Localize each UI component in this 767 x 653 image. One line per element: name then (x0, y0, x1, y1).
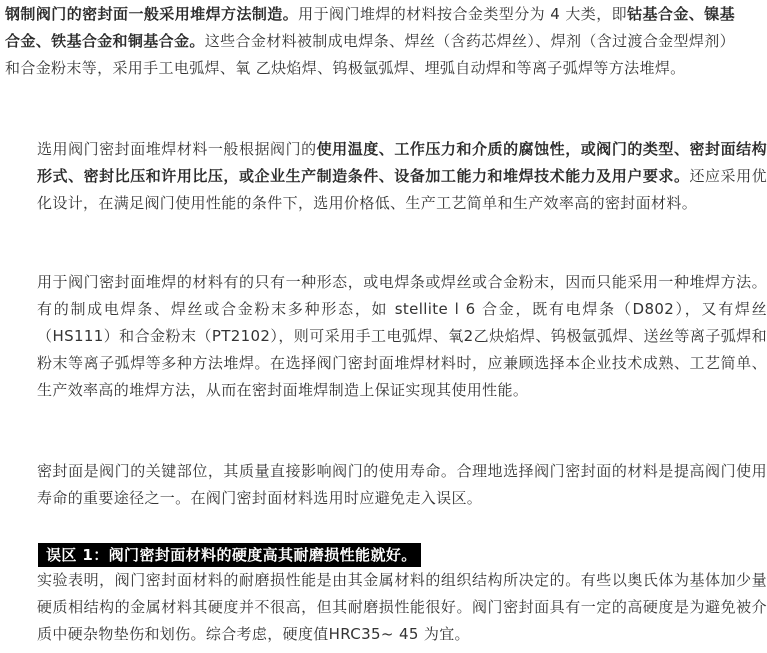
section-heading-myth-1: 误区 1：阀门密封面材料的硬度高其耐磨损性能就好。 (38, 543, 421, 567)
text-run: 用于阀门堆焊的材料按合金类型分为 4 大类，即 (298, 5, 628, 23)
paragraph-material-forms: 用于阀门密封面堆焊的材料有的只有一种形态，或电焊条或焊丝或合金粉末，因而只能采用一种堆焊方法。有的制成电焊条、焊丝或合金粉末多种形态，如 stellite l 6 合金，既有电焊条（D802），又有焊丝（HS111）和合金粉末（PT2102），则可采用手工电弧焊、氧2乙炔焰焊、钨极氩弧焊、送丝等离子弧焊和粉末等离子弧焊等多种方法堆焊。在选择阀门密封面堆焊材料时，应兼顾选择本企业技术成熟、工艺简单、生产效率高的堆焊方法，从而在密封面堆焊制造上保证实现其使用性能。 (37, 273, 767, 399)
paragraph-sealing-surface-importance: 密封面是阀门的关键部位，其质量直接影响阀门的使用寿命。合理地选择阀门密封面的材料是提高阀门使用寿命的重要途径之一。在阀门密封面材料选用时应避免走入误区。 (37, 462, 767, 507)
text-run: 这些合金材料被制成电焊条、焊丝（含药芯焊丝）、焊剂（含过渡合金型焊剂）和合金粉末等，采用手工电弧焊、氧 乙炔焰焊、钨极氩弧焊、埋弧自动焊和等离子弧焊等方法堆焊。 (5, 32, 735, 77)
bold-phrase: 使用温度、工作压力和介质的腐蚀性，或阀门的类型、密封面结构形式、密封比压和许用比压，或企业生产制造条件、设备加工能力和堆焊技术能力及用户要求。 (37, 140, 767, 185)
text-run: 选用阀门密封面堆焊材料一般根据阀门的 (37, 140, 317, 158)
bold-phrase: 钢制阀门的密封面一般采用堆焊方法制造。 (5, 5, 299, 23)
text-run: 还应采用优化设计，在满足阀门使用性能的条件下，选用价格低、生产工艺简单和生产效率高的密封面材料。 (37, 167, 767, 212)
section-heading-row (38, 543, 421, 567)
paragraph-hardness-explanation: 实验表明，阀门密封面材料的耐磨损性能是由其金属材料的组织结构所决定的。有些以奥氏体为基体加少量硬质相结构的金属材料其硬度并不很高，但其耐磨损性能很好。阀门密封面具有一定的高硬度是为避免被介质中硬杂物垫伤和划伤。综合考虑，硬度值HRC35~ 45 为宜。 (37, 571, 767, 643)
paragraph-material-selection (5, 136, 767, 217)
bold-phrase: 钴基合金、镍基合金、铁基合金和铜基合金。 (5, 5, 735, 50)
paragraph-hardfacing-alloys (5, 1, 735, 82)
